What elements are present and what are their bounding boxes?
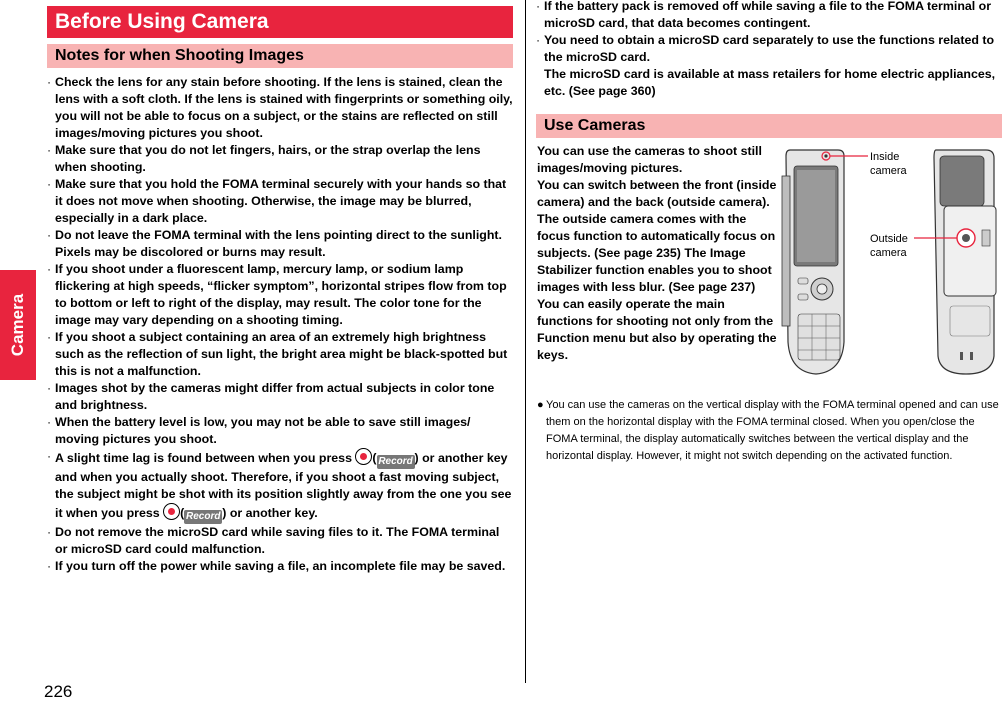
list-item: · If the battery pack is removed off while saving a file to the FOMA terminal or microSD card, that data becomes contingent. xyxy=(536,0,996,32)
list-item-time-lag: · A slight time lag is found between when you press ( Record ) or another key and when you actually shoot. Therefore, if you shoot a fast moving subject, the subject might be shot with its position slightly away from the one you see it when you press ( Record ) or another key. xyxy=(47,448,513,524)
list-item: · If you shoot under a fluorescent lamp, mercury lamp, or sodium lamp flickering at high speeds, “flicker symptom”, horizontal stripes flow from top to bottom or left to right of the display, may result. The color tone for the image may vary depending on a shooting timing. xyxy=(47,261,513,329)
notes-list-continued xyxy=(536,0,996,100)
list-item: · If you turn off the power while saving a file, an incomplete file may be saved. xyxy=(47,558,513,575)
label-inside-camera: Inside camera xyxy=(870,151,907,177)
right-column-top xyxy=(536,0,996,100)
list-item: · Images shot by the cameras might differ from actual subjects in color tone and brightness. xyxy=(47,380,513,414)
notes-list xyxy=(47,74,513,575)
list-item: · Do not leave the FOMA terminal with the lens pointing direct to the sunlight. Pixels may be discolored or burns may result. xyxy=(47,227,513,261)
section-heading-use-cameras: Use Cameras xyxy=(536,114,1002,138)
list-item: · You need to obtain a microSD card separately to use the functions related to the microSD card. The microSD card is available at mass retailers for home electric appliances, etc. (See page 360) xyxy=(536,32,996,100)
display-orientation-note: ● You can use the cameras on the vertical display with the FOMA terminal opened and can use them on the horizontal display with the FOMA terminal closed. When you open/close the FOMA terminal, the display automatically switches between the vertical display and the horizontal display. However, it might not switch depending on the activated function. xyxy=(537,399,999,462)
side-tab-label: Camera xyxy=(8,293,27,357)
phone-illustration xyxy=(776,146,1002,378)
list-item: · When the battery level is low, you may not be able to save still images/ moving pictures you shoot. xyxy=(47,414,513,448)
list-item: · Check the lens for any stain before shooting. If the lens is stained, clean the lens with a soft cloth. If the lens is stained with fingerprints or something oily, you will not be able to focus on a subject, or the stains are reflected on still images/moving pictures you shoot. xyxy=(47,74,513,142)
record-key-icon: Record xyxy=(186,511,221,522)
list-item: · Make sure that you hold the FOMA terminal securely with your hands so that it does not move when shooting. Otherwise, the image may be blurred, especially in a dark place. xyxy=(47,176,513,227)
foma-terminal-icon xyxy=(776,146,1002,378)
bullet-icon: ● xyxy=(537,399,544,411)
list-item: · Do not remove the microSD card while saving files to it. The FOMA terminal or microSD card could malfunction. xyxy=(47,524,513,558)
center-key-icon xyxy=(163,503,180,520)
column-divider xyxy=(525,0,526,683)
section-side-tab xyxy=(0,270,36,380)
section-heading-notes: Notes for when Shooting Images xyxy=(47,44,513,68)
record-key-icon: Record xyxy=(378,456,413,467)
list-item: · Make sure that you do not let fingers, hairs, or the strap overlap the lens when shooting. xyxy=(47,142,513,176)
left-column xyxy=(47,6,513,575)
page-title: Before Using Camera xyxy=(47,6,513,38)
page-number: 226 xyxy=(44,682,73,701)
microsd-availability-note: The microSD card is available at mass retailers for home electric appliances, etc. (See page 360) xyxy=(544,67,996,98)
list-item: · If you shoot a subject containing an area of an extremely high brightness such as the reflection of sun light, the bright area might be black-spotted but this is not a malfunction. xyxy=(47,329,513,380)
label-outside-camera: Outside camera xyxy=(870,233,908,259)
center-key-icon xyxy=(355,448,372,465)
use-cameras-intro: You can use the cameras to shoot still images/moving pictures. You can switch between the front (inside camera) and the back (outside camera). The outside camera comes with the focus function to automatically focus on subjects. (See page 235) The Image Stabilizer function enables you to shoot images with less blur. (See page 237) You can easily operate the main functions for shooting not only from the Function menu but also by operating the keys. xyxy=(537,144,777,362)
